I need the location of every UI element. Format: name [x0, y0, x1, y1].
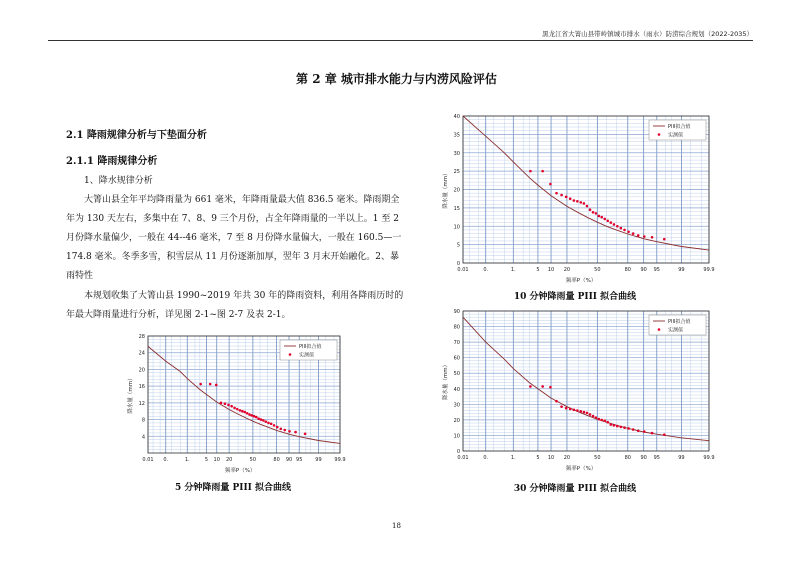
y-tick-label: 90	[453, 309, 460, 315]
observed-point	[555, 400, 558, 403]
observed-point	[576, 409, 579, 412]
observed-point	[279, 427, 282, 430]
observed-point	[243, 411, 246, 414]
caption-30min: 30 分钟降雨量 PIII 拟合曲线	[513, 484, 637, 494]
x-axis-label: 频率P（%）	[224, 468, 256, 474]
x-tick-label: 0.	[163, 457, 169, 463]
observed-point	[632, 232, 635, 235]
chapter-title: 第 2 章 城市排水能力与内涝风险评估	[296, 72, 497, 86]
x-tick-label: 95	[653, 455, 660, 461]
observed-point	[595, 416, 598, 419]
x-tick-label: 95	[296, 457, 303, 463]
observed-point	[589, 413, 592, 416]
x-tick-label: 10	[547, 455, 555, 461]
x-tick-label: 0.01	[142, 457, 154, 463]
observed-point	[273, 424, 276, 427]
x-tick-label: 0.01	[457, 455, 469, 461]
observed-point	[224, 402, 227, 405]
x-tick-label: 99	[315, 457, 322, 463]
observed-point	[541, 170, 544, 173]
y-tick-label: 20	[453, 417, 460, 424]
observed-point	[623, 229, 626, 232]
y-tick-label: 0	[456, 261, 460, 267]
x-tick-label: 1.	[510, 267, 516, 273]
observed-point	[253, 415, 256, 418]
paragraph-rainfall: 大箐山县全年平均降雨量为 661 毫米，年降雨量最大值 836.5 毫米。降雨期全年为 130 天左右，多集中在 7、8、9 三个月份，占全年降雨量的一半以上。1 至 2 月份降水量偏少，一般在 44--46 毫米，7 至 8 月份降水量偏大，一般在 160.5—一 174.8 毫米。冬季多雪，积雪层从 11 月份逐渐加厚，翌年 3 月末开始融化。2、暴雨特性	[66, 195, 402, 281]
observed-point	[294, 431, 297, 434]
observed-point	[541, 385, 544, 388]
observed-point	[616, 425, 619, 428]
caption-10min: 10 分钟降雨量 PIII 拟合曲线	[513, 292, 637, 302]
chart-10min	[435, 110, 715, 285]
observed-point	[663, 238, 666, 241]
observed-point	[215, 384, 218, 387]
observed-point	[598, 418, 601, 421]
y-tick-label: 5	[456, 242, 460, 249]
observed-point	[603, 419, 606, 422]
x-tick-label: 0.	[483, 455, 489, 461]
x-tick-label: 5	[204, 457, 209, 463]
page-number: 18	[392, 522, 401, 530]
observed-point	[616, 225, 619, 228]
x-tick-label: 20	[225, 457, 233, 463]
observed-point	[589, 208, 592, 211]
observed-point	[549, 386, 552, 389]
legend-label: 实测值	[299, 352, 315, 359]
observed-point	[663, 433, 666, 436]
observed-point	[586, 412, 589, 415]
observed-point	[230, 405, 233, 408]
page-header: 黑龙江省大箐山县带岭镇城市排水（雨水）防涝综合规划（2022-2035）	[542, 30, 753, 38]
y-tick-label: 50	[453, 371, 460, 378]
observed-point	[260, 418, 263, 421]
observed-point	[267, 422, 270, 425]
observed-point	[600, 419, 603, 422]
header-rule	[48, 40, 753, 41]
x-tick-label: 99	[678, 455, 685, 461]
legend-point-swatch	[658, 133, 661, 136]
observed-point	[583, 202, 586, 205]
observed-point	[265, 420, 268, 423]
observed-point	[595, 212, 598, 215]
observed-point	[627, 427, 630, 430]
caption-5min: 5 分钟降雨量 PIII 拟合曲线	[174, 483, 292, 493]
observed-point	[651, 432, 654, 435]
observed-point	[613, 424, 616, 427]
observed-point	[576, 200, 579, 203]
observed-point	[257, 417, 260, 420]
observed-point	[606, 219, 609, 222]
observed-point	[632, 428, 635, 431]
observed-point	[220, 402, 223, 405]
observed-point	[565, 196, 568, 199]
observed-point	[637, 234, 640, 237]
y-tick-label: 35	[453, 132, 460, 139]
observed-point	[643, 430, 646, 433]
observed-point	[255, 416, 258, 419]
observed-point	[529, 385, 532, 388]
legend-label: PIII拟合值	[668, 124, 691, 130]
y-tick-label: 80	[453, 324, 460, 331]
x-tick-label: 50	[249, 457, 257, 463]
x-tick-label: 90	[640, 267, 647, 273]
observed-point	[651, 236, 654, 239]
y-tick-label: 24	[138, 350, 145, 357]
x-tick-label: 0.01	[457, 267, 469, 273]
y-tick-label: 8	[141, 417, 145, 424]
observed-point	[637, 429, 640, 432]
x-tick-label: 20	[563, 267, 571, 273]
x-tick-label: 99.9	[703, 455, 715, 461]
observed-point	[569, 197, 572, 200]
observed-point	[227, 404, 230, 407]
x-tick-label: 10	[547, 267, 555, 273]
legend-label: PIII拟合值	[299, 344, 322, 350]
x-tick-label: 0.	[483, 267, 489, 273]
observed-point	[236, 408, 239, 411]
observed-point	[199, 383, 202, 386]
x-tick-label: 5	[536, 455, 540, 461]
y-tick-label: 70	[453, 340, 460, 347]
observed-point	[573, 199, 576, 202]
subsection-title: 2.1.1 降雨规律分析	[66, 156, 158, 167]
legend-point-swatch	[289, 353, 292, 356]
x-axis-label: 频率P（%）	[565, 278, 597, 284]
observed-point	[623, 426, 626, 429]
y-tick-label: 30	[453, 402, 460, 409]
section-title: 2.1 降雨规律分析与下垫面分析	[66, 130, 207, 141]
observed-point	[609, 423, 612, 426]
chart-5min	[120, 330, 346, 475]
x-tick-label: 1.	[510, 455, 516, 461]
observed-point	[620, 227, 623, 230]
y-tick-label: 10	[453, 433, 460, 440]
observed-point	[586, 205, 589, 208]
observed-point	[600, 216, 603, 219]
legend-point-swatch	[658, 328, 661, 331]
y-tick-label: 30	[453, 150, 460, 157]
observed-point	[579, 201, 582, 204]
x-tick-label: 1.	[184, 457, 190, 463]
y-tick-label: 40	[453, 114, 460, 120]
observed-point	[209, 383, 212, 386]
y-tick-label: 20	[453, 187, 460, 194]
observed-point	[603, 218, 606, 221]
observed-point	[246, 412, 249, 415]
observed-point	[276, 426, 279, 429]
x-tick-label: 50	[594, 455, 601, 461]
observed-point	[583, 411, 586, 414]
observed-point	[270, 422, 273, 425]
y-tick-label: 16	[138, 384, 145, 391]
y-tick-label: 28	[138, 334, 145, 340]
x-tick-label: 80	[273, 457, 280, 463]
legend-label: 实测值	[668, 132, 684, 139]
y-tick-label: 0	[456, 449, 460, 455]
observed-point	[620, 426, 623, 429]
observed-point	[613, 223, 616, 226]
x-tick-label: 90	[640, 455, 647, 461]
x-tick-label: 99.9	[703, 267, 715, 273]
chart-30min	[435, 305, 715, 473]
y-axis-label: 降水量（mm）	[443, 361, 449, 401]
x-tick-label: 80	[624, 267, 631, 273]
observed-point	[592, 415, 595, 418]
x-tick-label: 95	[653, 267, 660, 273]
observed-point	[555, 192, 558, 195]
observed-point	[529, 170, 532, 173]
legend-label: 实测值	[668, 327, 684, 334]
y-tick-label: 4	[141, 434, 145, 441]
x-tick-label: 99.9	[334, 457, 346, 463]
observed-point	[606, 421, 609, 424]
observed-point	[560, 405, 563, 408]
observed-point	[569, 408, 572, 411]
observed-point	[565, 407, 568, 410]
y-tick-label: 20	[138, 367, 145, 374]
x-tick-label: 10	[213, 457, 220, 463]
observed-point	[241, 410, 244, 413]
observed-point	[598, 215, 601, 218]
observed-point	[560, 194, 563, 197]
observed-point	[609, 221, 612, 224]
x-tick-label: 50	[594, 267, 601, 273]
observed-point	[239, 409, 242, 412]
x-tick-label: 90	[285, 457, 293, 463]
y-tick-label: 60	[453, 355, 460, 362]
legend-label: PIII拟合值	[668, 319, 691, 325]
observed-point	[579, 410, 582, 413]
x-tick-label: 99	[678, 267, 685, 273]
observed-point	[549, 183, 552, 186]
y-tick-label: 10	[453, 224, 460, 231]
observed-point	[627, 230, 630, 233]
observed-point	[288, 430, 291, 433]
observed-point	[248, 413, 251, 416]
observed-point	[643, 235, 646, 238]
observed-point	[262, 419, 265, 422]
y-tick-label: 25	[453, 169, 460, 176]
x-axis-label: 频率P（%）	[565, 466, 597, 472]
y-axis-label: 降水量（mm）	[128, 375, 134, 414]
x-tick-label: 5	[536, 267, 540, 273]
x-tick-label: 20	[563, 455, 571, 461]
y-tick-label: 12	[138, 400, 145, 407]
observed-point	[283, 429, 286, 432]
paragraph-data-source: 本规划收集了大箐山县 1990~2019 年共 30 年的降雨资料，利用各降雨历时的年最大降雨量进行分析，详见图 2-1~图 2-7 及表 2-1。	[66, 291, 404, 320]
x-tick-label: 80	[624, 455, 631, 461]
y-tick-label: 40	[453, 386, 460, 393]
observed-point	[304, 432, 307, 435]
paragraph-heading: 1、降水规律分析	[84, 176, 153, 186]
y-axis-label: 降水量（mm）	[443, 170, 449, 209]
observed-point	[250, 414, 253, 417]
y-tick-label: 15	[453, 205, 460, 212]
observed-point	[233, 407, 236, 410]
observed-point	[592, 211, 595, 214]
observed-point	[573, 408, 576, 411]
